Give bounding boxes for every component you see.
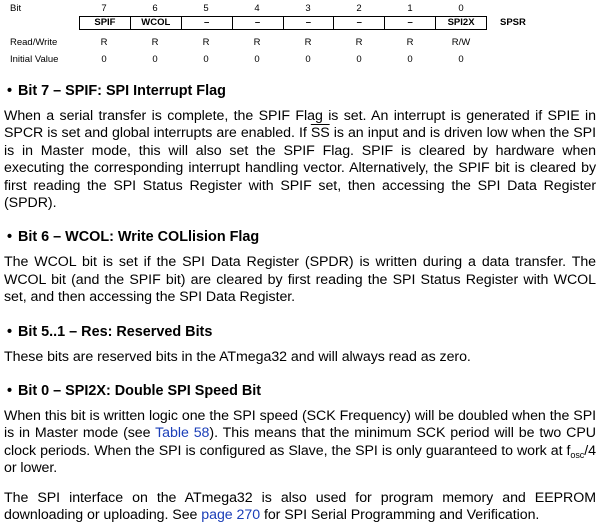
- init-value: 0: [458, 54, 464, 65]
- paragraph-spi2x: When this bit is written logic one the SPI speed (SCK Frequency) will be doubled when the SPI is in Master mode (see Table 58). This means that the minimum SCK period will be two CPU clock periods. When the SPI is configured as Slave, the SPI is only guaranteed to work at $f_{osc}/4$ or lower.: [4, 408, 596, 477]
- section-heading-wcol: • Bit 6 – WCOL: Write COLlision Flag: [7, 229, 260, 246]
- section-heading-spif: • Bit 7 – SPIF: SPI Interrupt Flag: [7, 83, 226, 99]
- section-heading-res: • Bit 5..1 – Res: Reserved Bits: [7, 323, 213, 340]
- ss-signal: $\overline{SS}$: [310, 125, 330, 142]
- field-cell: –: [284, 17, 335, 29]
- init-value: 0: [152, 54, 158, 65]
- bit-row-label: Bit: [10, 3, 22, 14]
- bit-number: 7: [101, 3, 107, 14]
- bullet-icon: •: [7, 229, 13, 246]
- bit-number: 3: [305, 3, 311, 14]
- rw-value: R: [253, 37, 261, 48]
- paragraph-spif: When a serial transfer is complete, the SPIF Flag is set. An interrupt is generated if SPIE in SPCR is set and global interrupts are enabled. If $\overline{SS}$ is an input and is driven low when the SPI is in Master mode, this will also set the SPIF Flag. SPIF is cleared by hardware when executing the corresponding interrupt handling vector. Alternatively, the SPIF bit is cleared by first reading the SPI Status Register with SPIF set, then accessing the SPI Data Register (SPDR).: [4, 108, 596, 212]
- bullet-icon: •: [7, 323, 13, 340]
- field-cell: –: [334, 17, 385, 29]
- bit-number: 5: [203, 3, 209, 14]
- section-heading-spi2x: • Bit 0 – SPI2X: Double SPI Speed Bit: [7, 383, 262, 400]
- rw-value: R: [304, 37, 312, 48]
- paragraph-wcol: The WCOL bit is set if the SPI Data Register (SPDR) is written during a data transfer. The WCOL bit (and the SPIF bit) are cleared by first reading the SPI Status Register with WCOL set, and then accessing the SPI Data Register.: [4, 254, 596, 306]
- field-cell: –: [233, 17, 284, 29]
- bit-number: 1: [407, 3, 413, 14]
- field-cell: SPIF: [80, 17, 131, 29]
- register-diagram: [0, 0, 601, 70]
- init-value: 0: [254, 54, 260, 65]
- init-value: 0: [203, 54, 209, 65]
- init-value: 0: [407, 54, 413, 65]
- table-58-link[interactable]: Table 58: [155, 425, 210, 442]
- rw-value: R: [151, 37, 159, 48]
- rw-value: R: [406, 37, 414, 48]
- rw-row-label: Read/Write: [10, 37, 58, 48]
- field-cell: WCOL: [131, 17, 182, 29]
- init-value: 0: [101, 54, 107, 65]
- bit-number: 4: [254, 3, 260, 14]
- paragraph-res: These bits are reserved bits in the ATmega32 and will always read as zero.: [4, 348, 471, 365]
- register-name: SPSR: [500, 17, 526, 28]
- rw-value: R/W: [451, 37, 471, 48]
- rw-value: R: [202, 37, 210, 48]
- bit-number: 6: [152, 3, 158, 14]
- rw-value: R: [100, 37, 108, 48]
- document-body: [4, 82, 596, 525]
- init-value: 0: [356, 54, 362, 65]
- field-cell: SPI2X: [447, 17, 475, 28]
- bullet-icon: •: [7, 383, 13, 400]
- bullet-icon: •: [7, 83, 13, 99]
- field-cell: –: [182, 17, 233, 29]
- field-cell: –: [385, 17, 436, 29]
- init-value: 0: [305, 54, 311, 65]
- rw-value: R: [355, 37, 363, 48]
- page-270-link[interactable]: page 270: [201, 507, 261, 524]
- init-row-label: Initial Value: [10, 54, 59, 65]
- register-fields: [79, 16, 487, 30]
- bit-number: 0: [458, 3, 464, 14]
- osc-subscript: osc: [570, 449, 585, 460]
- paragraph-spi-programming: The SPI interface on the ATmega32 is also used for program memory and EEPROM downloading or uploading. See page 270 for SPI Serial Programming and Verification.: [4, 489, 596, 524]
- bit-number: 2: [356, 3, 362, 14]
